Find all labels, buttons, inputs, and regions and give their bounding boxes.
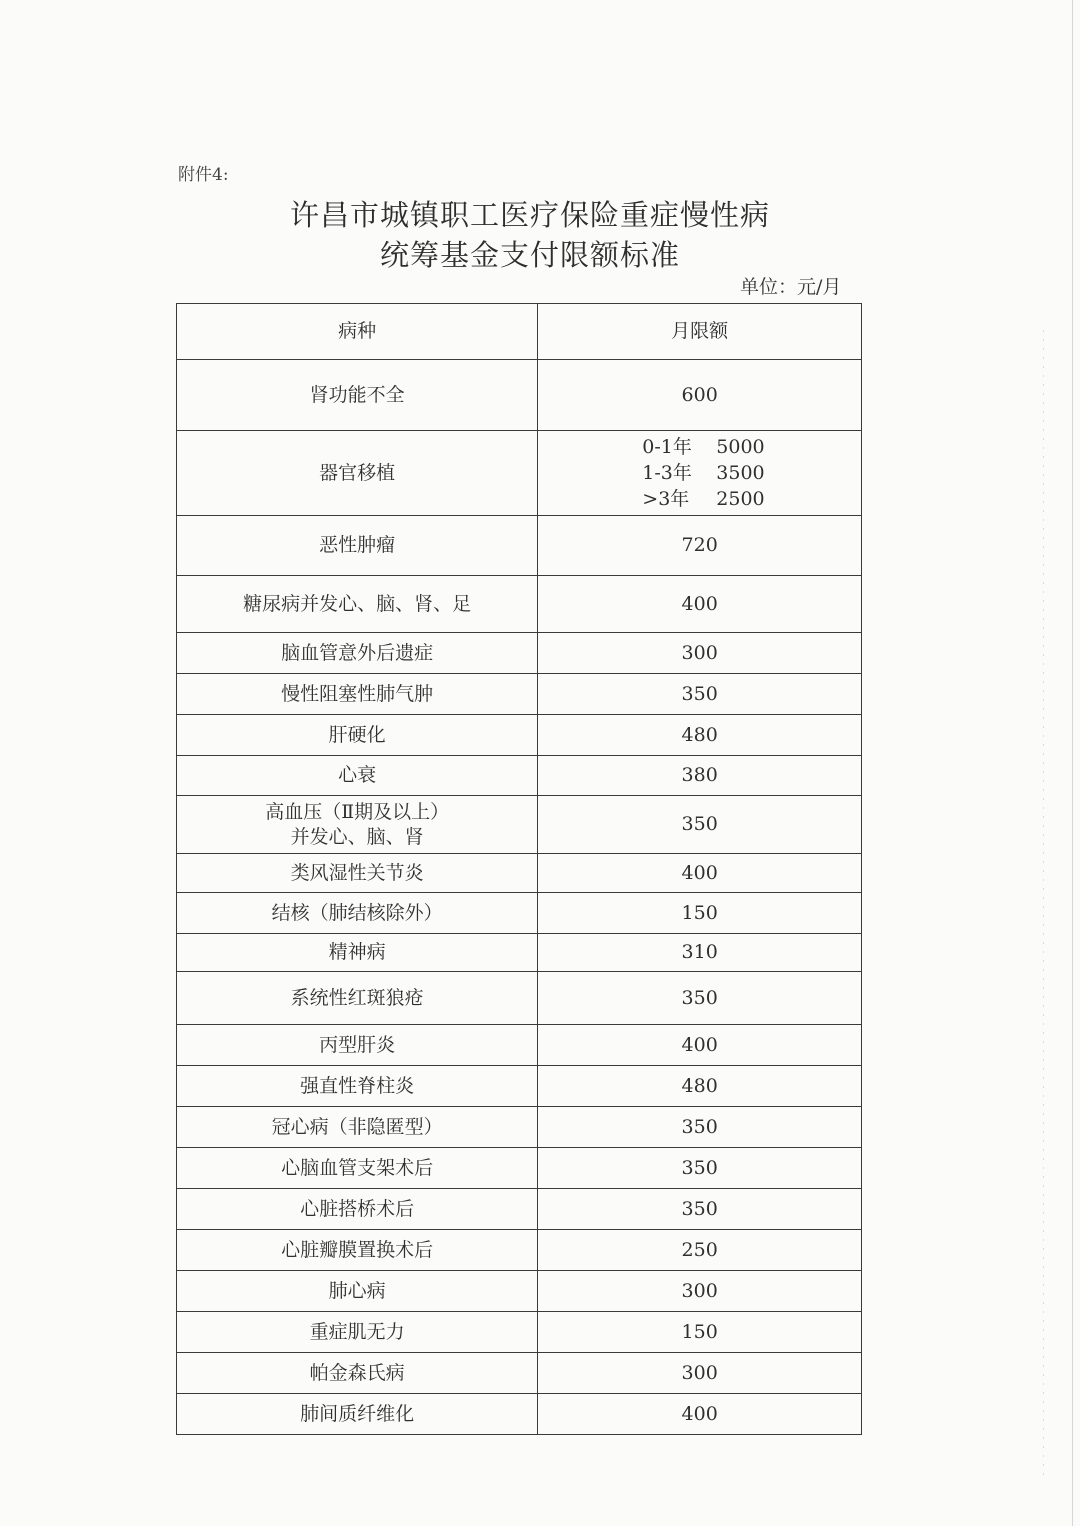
- limit-cell: 400: [538, 576, 862, 633]
- attachment-label: 附件4:: [178, 165, 229, 185]
- disease-cell: 恶性肿瘤: [177, 516, 538, 576]
- limit-cell: 400: [538, 1025, 862, 1066]
- limit-cell: 300: [538, 1353, 862, 1394]
- table-row: [177, 1066, 862, 1107]
- disease-cell: 强直性脊柱炎: [177, 1066, 538, 1107]
- tier-amount: 3500: [716, 462, 765, 484]
- document-title-line2: 统筹基金支付限额标准: [379, 238, 680, 272]
- limit-cell: 380: [538, 756, 862, 796]
- table-row: [177, 1271, 862, 1312]
- table-row: [177, 1230, 862, 1271]
- limit-tier: [538, 434, 861, 460]
- disease-cell: 肺心病: [177, 1271, 538, 1312]
- header-disease: 病种: [177, 304, 538, 360]
- table-header-row: [177, 304, 862, 360]
- table-row: [177, 516, 862, 576]
- limit-cell: 480: [538, 715, 862, 756]
- table-row: [177, 796, 862, 854]
- table-row: [177, 1025, 862, 1066]
- disease-cell: 丙型肝炎: [177, 1025, 538, 1066]
- disease-cell: 肾功能不全: [177, 360, 538, 431]
- limit-cell: 400: [538, 854, 862, 893]
- limit-cell: 350: [538, 1189, 862, 1230]
- tier-amount: 5000: [716, 436, 765, 458]
- limit-cell: 250: [538, 1230, 862, 1271]
- disease-cell: 糖尿病并发心、脑、肾、足: [177, 576, 538, 633]
- disease-cell: 心脏搭桥术后: [177, 1189, 538, 1230]
- table-row: [177, 1107, 862, 1148]
- header-limit: 月限额: [538, 304, 862, 360]
- tier-period: 1-3年: [642, 462, 692, 484]
- table-row: [177, 360, 862, 431]
- table-row: [177, 1189, 862, 1230]
- limit-tier: [538, 486, 861, 512]
- disease-cell: 慢性阻塞性肺气肿: [177, 674, 538, 715]
- table-row: [177, 576, 862, 633]
- limit-cell: 720: [538, 516, 862, 576]
- limit-cell: 150: [538, 893, 862, 934]
- disease-cell: 重症肌无力: [177, 1312, 538, 1353]
- table-row: [177, 674, 862, 715]
- scan-edge-line: [1072, 0, 1073, 1526]
- limit-cell: 350: [538, 972, 862, 1025]
- unit-label: 单位：元/月: [740, 276, 842, 298]
- limit-cell: 350: [538, 1107, 862, 1148]
- limit-cell: 480: [538, 1066, 862, 1107]
- table-row: [177, 715, 862, 756]
- disease-cell: 肝硬化: [177, 715, 538, 756]
- disease-cell: 脑血管意外后遗症: [177, 633, 538, 674]
- limit-cell: 300: [538, 1271, 862, 1312]
- disease-cell: 冠心病（非隐匿型）: [177, 1107, 538, 1148]
- disease-line2: 并发心、脑、肾: [290, 825, 424, 848]
- table-row: [177, 893, 862, 934]
- disease-cell: 器官移植: [177, 431, 538, 516]
- limit-tier: [538, 460, 861, 486]
- disease-cell: 系统性红斑狼疮: [177, 972, 538, 1025]
- limit-table: [176, 303, 862, 1435]
- table-row: [177, 1394, 862, 1435]
- document-title-line1: 许昌市城镇职工医疗保险重症慢性病: [289, 198, 770, 232]
- disease-cell: [177, 796, 538, 854]
- table-row: [177, 756, 862, 796]
- disease-cell: 类风湿性关节炎: [177, 854, 538, 893]
- disease-cell: 精神病: [177, 934, 538, 972]
- disease-cell: 心脑血管支架术后: [177, 1148, 538, 1189]
- disease-cell: 心脏瓣膜置换术后: [177, 1230, 538, 1271]
- disease-cell: 肺间质纤维化: [177, 1394, 538, 1435]
- disease-line1: 高血压（Ⅱ期及以上）: [265, 800, 450, 823]
- limit-cell: 400: [538, 1394, 862, 1435]
- table-row: [177, 972, 862, 1025]
- table-row: [177, 431, 862, 516]
- limit-cell: 600: [538, 360, 862, 431]
- table-row: [177, 1312, 862, 1353]
- tier-amount: 2500: [716, 488, 765, 510]
- disease-cell: 结核（肺结核除外）: [177, 893, 538, 934]
- disease-cell: 心衰: [177, 756, 538, 796]
- limit-cell: 350: [538, 1148, 862, 1189]
- table-row: [177, 854, 862, 893]
- table-row: [177, 1353, 862, 1394]
- table-row: [177, 633, 862, 674]
- table-row: [177, 1148, 862, 1189]
- disease-cell: 帕金森氏病: [177, 1353, 538, 1394]
- limit-cell: 310: [538, 934, 862, 972]
- tier-period: 0-1年: [642, 436, 692, 458]
- limit-cell: 300: [538, 633, 862, 674]
- limit-tiers-cell: [538, 431, 862, 516]
- limit-cell: 350: [538, 674, 862, 715]
- limit-cell: 350: [538, 796, 862, 854]
- table-row: [177, 934, 862, 972]
- limit-cell: 150: [538, 1312, 862, 1353]
- tier-period: >3年: [642, 488, 690, 510]
- scan-edge-dots: [1043, 330, 1044, 1480]
